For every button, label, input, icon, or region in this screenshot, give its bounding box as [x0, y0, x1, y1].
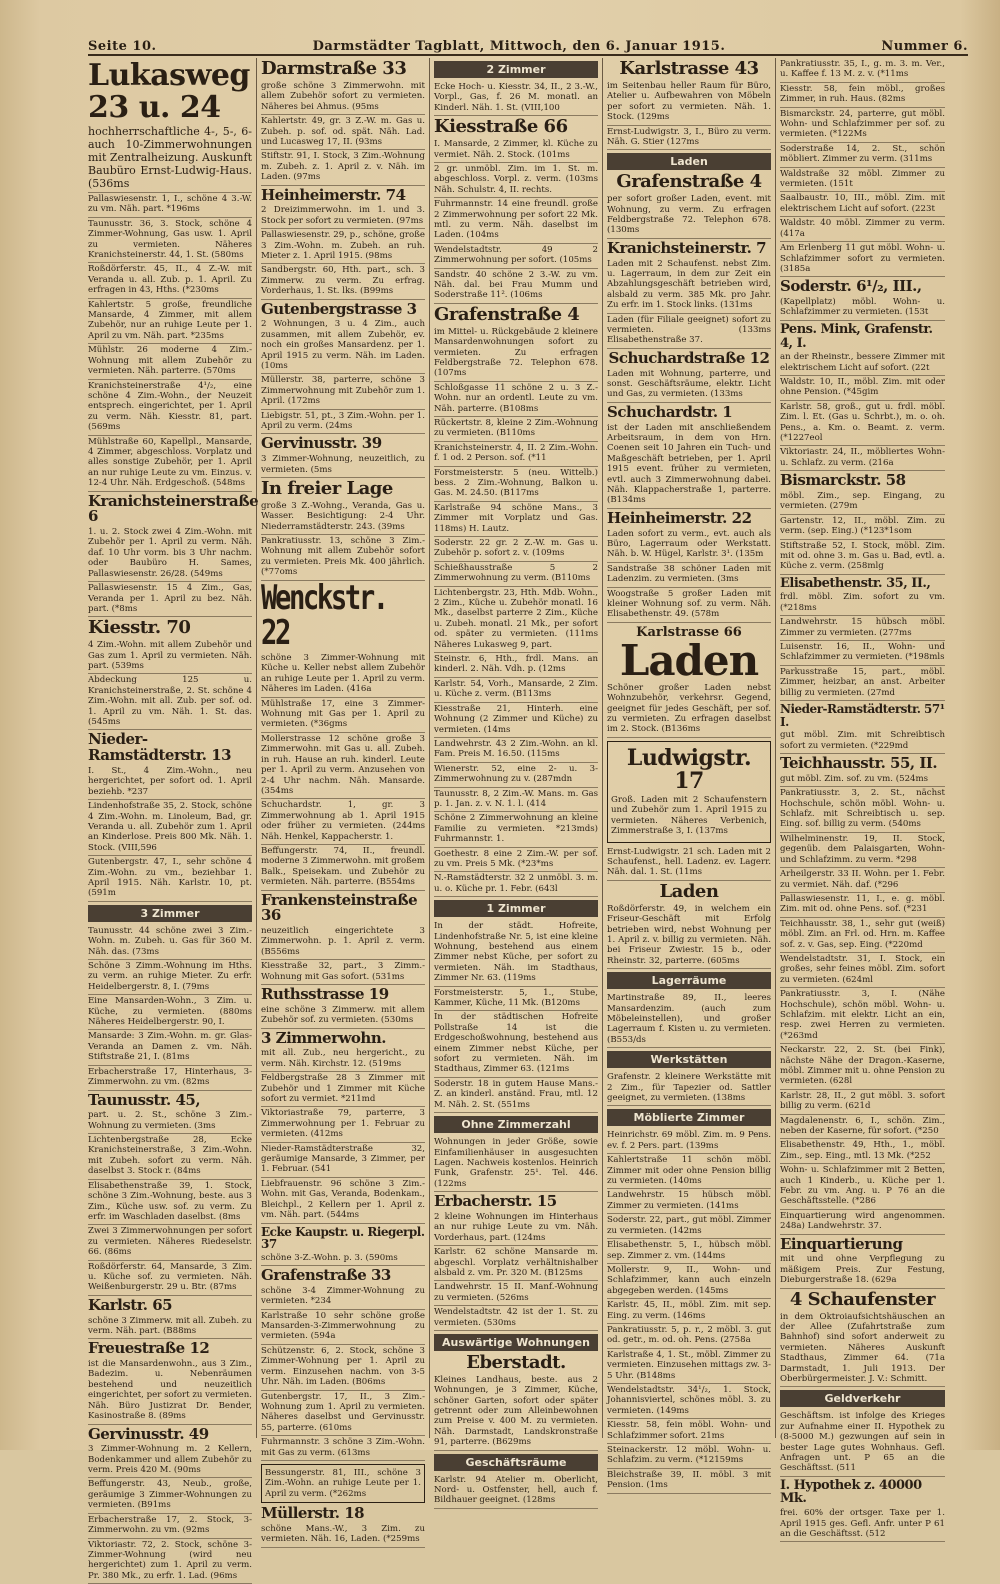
ad-text: Schützenstr. 6, 2. Stock, schöne 3 Zimmer-Wohnung per 1. April zu verm. Einzusehen nachm. von 3-5 Uhr. Näh. im Laden. (B06ms — [261, 1345, 425, 1391]
ad-text: schöne 3-Z.-Wohn. p. 3. (590ms — [261, 1252, 425, 1266]
ad-text: Kiesstraße 21, Hinterh. eine Wohnung (2 Zimmer und Küche) zu vermieten. (14ms — [434, 703, 598, 738]
section-heading: 2 Zimmer — [434, 61, 598, 78]
ad-text: Elisabethenstr. 49, Hth., 1., möbl. Zim., sep. Eing., mtl. 13 Mk. (*252 — [780, 1139, 945, 1164]
ad-text: gut möbl. Zim. sof. zu vm. (524ms — [780, 773, 945, 787]
ad-headline: Nieder-Ramstädterstr. 13 — [88, 730, 232, 765]
ad-text: schöne 3-4 Zimmer-Wohnung zu vermieten. *234 — [261, 1285, 425, 1310]
ad-text: 2 Wohnungen, 3 u. 4 Zim., auch zusammen, mit allem Zubehör, ev. noch ein großes Mansardenz. per 1. April 1915 zu verm. Näh. im Laden. (10ms — [261, 318, 425, 374]
ad-text: 2 kleine Wohnungen im Hinterhaus an nur ruhige Leute zu vm. Näh. Vorderhaus, part. (124ms — [434, 1211, 598, 1246]
ad-text: Pankratiusstr. 3, I. (Nähe Hochschule), schön möbl. Wohn- u. Schlafzim. mit elektr. Licht an ein, resp. zwei Herren zu vermieten. (*263md — [780, 988, 945, 1044]
ad-text: Nieder-Ramstädterstraße 32, geräumige Mansarde, 3 Zimmer, per 1. Februar. (541 — [261, 1143, 425, 1178]
ad-text: Eine Mansarden-Wohn., 3 Zim. u. Küche, zu vermieten. (880ms Näheres Heidelbergerstr. 90, I. — [88, 995, 252, 1030]
section-heading: Geldverkehr — [780, 1390, 945, 1407]
ad-text: im Mittel- u. Rückgebäude 2 kleinere Mansardenwohnungen sofort zu vermieten. Zu erfragen Feldbergstraße 72. Telephon 678. (107ms — [434, 326, 598, 382]
ad-headline: Taunusstr. 45, — [88, 1090, 201, 1109]
ad-text: eine schöne 3 Zimmerw. mit allem Zubehör sof. zu vermieten. (530ms — [261, 1004, 425, 1029]
ad-text: per sofort großer Laden, event. mit Wohnung, zu verm. Zu erfragen Feldbergstraße 72. Telephon 678. (130ms — [607, 193, 771, 239]
ad-text: Mansarde: 3 Zim.-Wohn. m. gr. Glas-Veranda an Damen z. vm. Näh. Stiftstraße 21, I. (81ms — [88, 1030, 252, 1065]
ad-text: ist die Mansardenwohn., aus 3 Zim., Badezim. u. Nebenräumen bestehend und neuzeitlich eingerichtet, per sofort zu vermieten. Näh. Büro Justizrat Dr. Bender, Kasinostraße 8. (89ms — [88, 1358, 252, 1424]
ad-text: Karlstr. 54, Vorh., Mansarde, 2 Zim. u. Küche z. verm. (B113ms — [434, 678, 598, 703]
ad-text: Kleines Landhaus, beste. aus 2 Wohnungen, je 3 Zimmer, Küche, schöner Garten, sofort oder später getrennt oder zum Alleinbewohnen zum Preise v. 400 M. zu vermieten. Näh. Darmstadt, Landskronstraße 91, parterre. (B629ms — [434, 1374, 598, 1451]
ad-text: 4 Zim.-Wohn. mit allem Zubehör und Gas zum 1. April zu vermieten. Näh. part. (539ms — [88, 639, 252, 674]
ad-headline: Karlstrasse 43 — [619, 58, 759, 79]
ad-text: Wendelstadtstr. 31, I. Stock, ein großes, sehr feines möbl. Zim. sofort zu vermieten. (624ml — [780, 953, 945, 988]
ad-text: Wilhelminenstr. 19, II. Stock, gegenüb. dem Palaisgarten, Wohn- und Schlafzimm. zu verm. *298 — [780, 833, 945, 868]
ad-text: schöne 3 Zimmerw. mit all. Zubeh. zu verm. Näh. part. (B88ms — [88, 1315, 252, 1340]
ad-headline: Einquartierung — [780, 1234, 903, 1253]
ad-headline: 3 Zimmerwohn. — [261, 1028, 386, 1047]
ad-text: Kiesstr. 58, fein möbl. Wohn- und Schlafzimmer sofort. 21ms — [607, 1419, 771, 1444]
ad-headline: 4 Schaufenster — [789, 1288, 936, 1310]
ad-headline: Gervinusstr. 39 — [261, 434, 382, 453]
ad-text: 3 Zimmer-Wohnung m. 2 Kellern, Bodenkammer und allem Zubehör zu verm. Preis 420 M. (90ms — [88, 1443, 252, 1478]
ad-text: Wohn- u. Schlafzimmer mit 2 Betten, auch 1 Kinderb., u. Küche per 1. Febr. zu vm. Ang. u. P 76 an die Geschäftsstelle. (*286 — [780, 1164, 945, 1210]
ad-text: Soderstr. 22, part., gut möbl. Zimmer zu vermieten. (142ms — [607, 1214, 771, 1239]
ad-headline: Schuchardstraße 12 — [608, 348, 770, 367]
ad-text: Kiesstr. 58, fein möbl., großes Zimmer, in ruh. Haus. (82ms — [780, 83, 945, 108]
masthead: Darmstädter Tagblatt, Mittwoch, den 6. Januar 1915. — [312, 39, 726, 54]
ad-headline: Ruthsstrasse 19 — [261, 985, 389, 1004]
ad-text: mit all. Zub., neu hergericht., zu verm. Näh. Kirchstr. 12. (519ms — [261, 1047, 425, 1072]
ad-text: Wendelstadtstr. 49 2 Zimmerwohnung per sofort. (105ms — [434, 244, 598, 269]
ad-text: Beffungerstr. 74, II., freundl. moderne 3 Zimmerwohn. mit großem Balk., Speisekam. und Zubehör zu vermieten. Näh. parterre. (B554ms — [261, 845, 425, 891]
ad-text: Forstmeisterstr. 5 (neu. Wittelb.) bess. 2 Zim.-Wohnung, Balkon u. Gas. M. 24.50. (B117ms — [434, 467, 598, 502]
ad-text: Bleichstraße 39, II. möbl. 3 mit Pension. (1ms — [607, 1469, 771, 1494]
ad-text: große schöne 3 Zimmerwohn. mit allem Zubehör sofort zu vermieten. Näheres bei Ahmus. (95ms — [261, 80, 425, 115]
ad-text: große 3 Z.-Wohng., Veranda, Gas u. Wasser. Besichtigung: 2-4 Uhr. Niederramstädterstr. 243. (39ms — [261, 500, 425, 535]
ad-text: Stiftstraße 52, I. Stock, möbl. Zim. mit od. ohne 3. m. Gas u. Bad, evtl. a. Küche z. verm. (258mlg — [780, 540, 945, 575]
ad-text: Parkusstraße 15, part., möbl. Zimmer, heizbar, an anst. Arbeiter billig zu vermieten. (27md — [780, 666, 945, 701]
ad-headline: Frankensteinstraße 36 — [261, 890, 418, 925]
ad-text: Schöne 3 Zimm.-Wohnung im Hths. zu verm. an ruhige Mieter. Zu erfr. Heidelbergerstr. 8, I. (79ms — [88, 960, 252, 995]
ad-text: Roßdörferstr. 49, in welchem ein Friseur-Geschäft mit Erfolg betrieben wird, nebst Wohnung per 1. April z. v. billig zu vermieten. Näh. bei Friseur Zwiestr. 15 b., oder Rheinstr. 32, parterre. (605ms — [607, 903, 771, 969]
ad-text: Waldstraße 32 möbl. Zimmer zu vermieten. (151t — [780, 168, 945, 193]
section-heading: Werkstätten — [607, 1051, 771, 1068]
ad-text: Schöne 2 Zimmerwohnung an kleine Familie zu vermieten. *213mds) Fuhrmannstr. 1. — [434, 812, 598, 847]
ad-text: Roßdörferstr. 45, II., 4 Z.-W. mit Veranda u. all. Zub. p. 1. April. Zu erfragen in 43, Hths. (*230ms — [88, 263, 252, 298]
ad-text: Karlstr. 94 Atelier m. Oberlicht, Nord- u. Ostfenster, hell, auch f. Bildhauer geeignet. (128ms — [434, 1474, 598, 1509]
ad-text: Liebfrauenstr. 96 schöne 3 Zim.-Wohn. mit Gas, Veranda, Bodenkam., Bleichpl., 2 Kellern per 1. April z. vm. Näh. part. (544ms — [261, 1178, 425, 1224]
ad-text: Pallaswiesenstr. 29, p., schöne, große 3 Zim.-Wohn. m. Zubeh. an ruh. Mieter z. 1. April 1915. (98ms — [261, 229, 425, 264]
page-header — [88, 30, 968, 56]
ad-text: Kranichsteinerstr. 4, II. 2 Zim.-Wohn. f. 1 od. 2 Person. sof. (*11 — [434, 442, 598, 467]
ad-headline: Darmstraße 33 — [261, 58, 407, 79]
ad-text: ist der Laden mit anschließendem Arbeitsraum, in dem von Hrn. Coenen seit 10 Jahren ein Tuch- und Maßgeschäft betrieben, per 1. April 1915 event. früher zu vermieten, evtl. auch 3 Zimmerwohnung dabei. Näh. Klappacherstraße 1, parterre. (B134ms — [607, 422, 771, 509]
ad-text: Pallaswiesenstr. 1, I., schöne 4 3.-W. zu vm. Näh. part. *196ms — [88, 193, 252, 218]
ad-text: Kranichsteinerstraße 4¹/₂, eine schöne 4 Zim.-Wohn., der Neuzeit entsprech. eingerichtet, per 1. April zu verm. Näh. Kiesstr. 81, part. (569ms — [88, 380, 252, 436]
ad-text: Steinstr. 6, Hth., frdl. Mans. an kinderl. 2. Näh. Vdh. p. (12ms — [434, 653, 598, 678]
section-heading: Möblierte Zimmer — [607, 1109, 771, 1126]
ad-text: Waldstr. 10, II., möbl. Zim. mit oder ohne Pension. (*45gim — [780, 376, 945, 401]
ad-text: Ecke Hoch- u. Kiesstr. 34, II., 2 3.-W., Vorpl., Gas, f. 26 M. monatl. an Kinderl. Näh. 1. St. (VIII,100 — [434, 81, 598, 116]
ad-text: neuzeitlich eingerichtete 3 Zimmerwohn. p. 1. April z. verm. (B556ms — [261, 925, 425, 960]
ad-text: Geschäftsm. ist infolge des Krieges zur Aufnahme einer II. Hypothek zu (8-5000 M.) gezwungen auf sein in bester Lage gutes Wohnhaus. Gefl. Anfragen unt. P 65 an die Geschäftsst. (511 — [780, 1410, 945, 1476]
ad-text: Sandstraße 38 schöner Laden mit Ladenzim. zu vermieten. (3ms — [607, 563, 771, 588]
ad-headline: Karlstrasse 66 — [636, 624, 742, 640]
ad-headline: Ludwigstr. 17 — [626, 744, 752, 794]
section-heading: Geschäftsräume — [434, 1454, 598, 1471]
ad-text: Pankratiusstr. 35, I., g. m. 3. m. Ver., u. Kaffee f. 13 M. z. v. (*11ms — [780, 58, 945, 83]
ad-text: Taunusstr. 36, 3. Stock, schöne 4 Zimmer-Wohnung, Gas usw. 1. April zu vermieten. Näheres Kranichsteinerstr. 44, 1. St. (580ms — [88, 218, 252, 264]
ad-text: Elisabethenstraße 39, 1. Stock, schöne 3 Zim.-Wohnung, beste. aus 3 Zim., Küche usw. sof. zu verm. Zu erfr. im Waschladen daselbst. (8ms — [88, 1180, 252, 1226]
ad-headline: In freier Lage — [261, 477, 393, 499]
ad-headline: Freuestraße 12 — [88, 1339, 210, 1358]
ad-text: Wohnungen in jeder Größe, sowie Einfamilienhäuser in ausgesuchten Lagen. Nachweis kostenlos. Heinrich Funk, Grafenstr. 25¹. Tel. 446. (122ms — [434, 1136, 598, 1192]
ad-text: gut möbl. Zim. mit Schreibtisch sofort zu vermieten. (*229md — [780, 729, 945, 754]
section-heading: 3 Zimmer — [88, 905, 252, 922]
ad-text: Soderstraße 14, 2. St., schön möbliert. Zimmer zu verm. (311ms — [780, 143, 945, 168]
ad-text: Karlstr. 58, groß., gut u. frdl. möbl. Zim. l. Et. (Gas u. Schrbt.), m. o. oh. Pens., a. Km. o. Beamt. z. verm. (*1227eol — [780, 401, 945, 447]
ad-text: Teichhausstr. 38, 1., sehr gut (weiß) möbl. Zim. an Frl. od. Hrn. m. Kaffee sof. z. v. Gas, sep. Eing. (*220md — [780, 918, 945, 953]
ad-text: Arheilgerstr. 33 II. Wohn. per 1. Febr. zu vermiet. Näh. daf. (*296 — [780, 868, 945, 893]
ad-text: Kahlertstr. 5 große, freundliche Mansarde, 4 Zimmer, mit allem Zubehör, nur an ruhige Leute per 1. April zu vm. Näh. part. *235ms — [88, 299, 252, 345]
ad-headline: Kiesstraße 66 — [434, 116, 568, 138]
ad-text: In der städtischen Hofreite Pollstraße 14 ist die Erdgeschoßwohnung, bestehend aus einem Zimmer nebst Küche, per sofort zu vermieten. Näh. im Stadthaus, Zimmer 63. (121ms — [434, 1011, 598, 1077]
ad-headline: Heinheimerstr. 74 — [261, 185, 406, 204]
ad-text: Wienerstr. 52, eine 2- u. 3-Zimmerwohnung zu v. (287mdn — [434, 763, 598, 788]
ad-text: mit und ohne Verpflegung zu mäßigem Preis. Zur Festung, Dieburgerstraße 18. (629a — [780, 1253, 945, 1288]
ad-text: Waldstr. 40 möbl. Zimmer zu verm. (417a — [780, 217, 945, 242]
ad-text: in dem Oktroiaufsichtshäuschen an der Allee (Zufahrtstraße zum Bahnhof) sind sofort anderweit zu vermieten. Näheres Auskunft Stadthaus, Zimmer 64. (71a Darmstadt, 1. Juli 1913. Der Oberbürgermeister. J. V.: Schmitt. — [780, 1311, 945, 1388]
ad-text: hochherrschaftliche 4-, 5-, 6- auch 10-Zimmerwohnungen mit Zentralheizung. Auskunft Baubüro Ernst-Ludwig-Haus. (536ms — [88, 124, 252, 193]
ad-headline: I. Hypothek z. 40000 Mk. — [780, 1477, 922, 1507]
ad-text: Wendelstadtstr. 42 ist der 1. St. zu vermieten. (530ms — [434, 1306, 598, 1331]
section-heading: Ohne Zimmerzahl — [434, 1116, 598, 1133]
classified-columns — [84, 58, 974, 1581]
ad-headline: Grafenstraße 33 — [261, 1266, 391, 1285]
ad-text: Schöner großer Laden nebst Wohnzubehör, verkehrsr. Gegend, geeignet für jedes Geschäft, per sof. zu vermieten. Zu erfragen daselbst im 2. Stock. (B136ms — [607, 682, 771, 738]
ad-headline: Soderstr. 6¹/₂, III., — [780, 277, 922, 296]
ad-text: Saalbaustr. 10, III., möbl. Zim. mit elektrischem Licht auf sofort. (223t — [780, 192, 945, 217]
ad-headline: Teichhausstr. 55, II. — [780, 754, 938, 773]
ad-headline: Karlstr. 65 — [88, 1295, 173, 1314]
ad-text: Gutenbergstr. 47, I., sehr schöne 4 Zim.-Wohn. zu vm., beziehbar 1. April 1915. Näh. Karlstr. 10, pt. (591m — [88, 856, 252, 902]
ad-text: Martinstraße 89, II., leeres Mansardenzim. (auch zum Möbeleinstellen), und großer Lagerraum f. Kisten u. zu vermieten. (B553/ds — [607, 992, 771, 1048]
ad-text: (Kapellplatz) möbl. Wohn- u. Schlafzimmer zu vermieten. (153t — [780, 296, 945, 321]
ad-text: part. u. 2. St., schöne 3 Zim.-Wohnung zu vermieten. (3ms — [88, 1109, 252, 1134]
ad-text: Sandstr. 40 schöne 2 3.-W. zu vm. Näh. dal. bei Frau Mumm und Soderstraße 11². (106ms — [434, 269, 598, 304]
column-2 — [257, 58, 430, 1545]
ad-headline: Pens. Mink, Grafenstr. 4, I. — [780, 321, 933, 351]
ad-text: Abdeckung 125 u. Kranichsteinerstraße, 2. St. schöne 4 Zim.-Wohn. mit all. Zub. per sof. od. 1. April zu vm. Näh. 1. St. das. (545ms — [88, 674, 252, 730]
ad-text: Landwehrstr. 15 II. Manf.-Wohnung zu vermieten. (526ms — [434, 1281, 598, 1306]
ad-text: N.-Ramstädterstr. 32 2 unmöbl. 3. m. u. o. Küche pr. 1. Febr. (643l — [434, 872, 598, 897]
ad-text: Neckarstr. 22, 2. St. (bei Fink), nächste Nähe der Dragon.-Kaserne, möbl. Zimmer mit u. ohne Pension zu vermieten. (628l — [780, 1044, 945, 1090]
ad-text: Pankratiusstr. 13, schöne 3 Zim.-Wohnung mit allem Zubehör sofort zu vermieten. Preis Mk. 400 jährlich. (*77oms — [261, 535, 425, 581]
ad-text: schöne Mans.-W., 3 Zim. zu vermieten. Näh. 16, Laden. (*259ms — [261, 1523, 425, 1548]
ad-text: Fuhrmannstr. 14 eine freundl. große 2 Zimmerwohnung per sofort 22 Mk. mtl. zu verm. Näh. daselbst im Laden. (104ms — [434, 198, 598, 244]
ad-headline: Eberstadt. — [466, 1351, 566, 1373]
ad-text: Einquartierung wird angenommen. 248a) Landwehrstr. 37. — [780, 1210, 945, 1235]
ad-text: Mühlstr. 26 moderne 4 Zim.-Wohnung mit allem Zubehör zu vermieten. Näh. parterre. (570ms — [88, 344, 252, 379]
ad-text: Zwei 3 Zimmerwohnungen per sofort zu vermieten. Näheres Riedeselstr. 66. (86ms — [88, 1225, 252, 1260]
ad-text: Lindenhofstraße 35, 2. Stock, schöne 4 Zim.-Wohn. m. Linoleum, Bad, gr. Veranda u. all. Zubehör zum 1. April an Kinderlose. Preis 800 Mk. Näh. 1. Stock. (VIII,596 — [88, 800, 252, 856]
ad-text: Liebigstr. 51, pt., 3 Zim.-Wohn. per 1. April zu verm. (24ms — [261, 410, 425, 435]
ad-text: Mühlstraße 17, eine 3 Zimmer-Wohnung mit Gas per 1. April zu vermieten. (*36gms — [261, 698, 425, 733]
ad-text: Taunusstr. 44 schöne zwei 3 Zim.-Wohn. m. Zubeh. u. Gas für 360 M. Näh. das. (73ms — [88, 925, 252, 960]
ad-text: 1. u. 2. Stock zwei 4 Zim.-Wohn. mit Zubehör per 1. April zu verm. Näh. daf. 10 Uhr vorm. bis 3 Uhr nachm. oder Baubüro H. Sames, Pallaswiesenstr. 26/28. (549ms — [88, 526, 252, 582]
ad-text: Forstmeisterstr. 5, 1., Stube, Kammer, Küche, 11 Mk. (B120ms — [434, 987, 598, 1012]
ad-text: I. St., 4 Zim.-Wohn., neu hergerichtet, per sofort od. 1. April beziehb. *237 — [88, 765, 252, 800]
ad-headline: Müllerstr. 18 — [261, 1504, 365, 1523]
section-heading: Auswärtige Wohnungen — [434, 1334, 598, 1351]
ad-text: Taunusstr. 8, 2 Zim.-W. Mans. m. Gas p. 1. Jan. z. v. N. 1. l. (414 — [434, 788, 598, 813]
ad-text: Gutenbergstr. 17, II., 3 Zim.-Wohnung zum 1. April zu vermieten. Näheres daselbst und Gervinusstr. 55, parterre. (610ms — [261, 1391, 425, 1437]
ad-headline: Kiesstr. 70 — [88, 617, 191, 639]
ad-text: im Seitenbau heller Raum für Büro, Atelier u. Aufbewahren von Möbeln per sofort zu vermieten. Näh. 1. Stock. (129ms — [607, 80, 771, 126]
ad-text: schöne 3 Zimmer-Wohnung mit Küche u. Keller nebst allem Zubehör an ruhige Leute per 1. April zu verm. Näheres im Laden. (416a — [261, 652, 425, 698]
ad-text: Schießhausstraße 5 2 Zimmerwohnung zu verm. (B110ms — [434, 562, 598, 587]
ad-text: Ernst-Ludwigstr. 21 sch. Laden mit 2 Schaufenst., hell. Ladenz. ev. Lagerr. Näh. dal. 1. St. (11ms — [607, 846, 771, 881]
ad-text: Gartenstr. 12, II., möbl. Zim. zu verm. (sep. Eing.) (*123*1som — [780, 515, 945, 540]
ad-headline: Kranichsteinerstr. 7 — [607, 238, 767, 257]
ad-headline: Laden — [619, 635, 759, 685]
ad-text: Karlstr. 45, II., möbl. Zim. mit sep. Eing. zu verm. (146ms — [607, 1299, 771, 1324]
ad-text: Steinackerstr. 12 möbl. Wohn- u. Schlafzim. zu verm. (*12159ms — [607, 1444, 771, 1469]
ad-text: Elisabethenstr. 5, I., hübsch möbl. sep. Zimmer z. vm. (144ms — [607, 1239, 771, 1264]
ad-text: Landwehrstr. 15 hübsch möbl. Zimmer zu vermieten. (277ms — [780, 616, 945, 641]
ad-text: Laden mit Wohnung, parterre, und sonst. Geschäftsräume, elektr. Licht und Gas, zu vermieten. (133ms — [607, 368, 771, 403]
ad-text: Magdalenenstr. 6, I., schön. Zim., neben der Kaserne, für sofort. (*250 — [780, 1115, 945, 1140]
ad-headline: Grafenstraße 4 — [616, 171, 762, 193]
ad-text: Landwehrstr. 15 hübsch möbl. Zimmer zu vermieten. (141ms — [607, 1189, 771, 1214]
column-1 — [84, 58, 259, 1581]
ad-text: 2 Dreizimmerwohn. im 1. und 3. Stock per sofort zu vermieten. (97ms — [261, 204, 425, 229]
ad-text: Karlstr. 28, II., 2 gut möbl. 3. sofort billig zu verm. (621d — [780, 1090, 945, 1115]
ad-text: Müllerstr. 38, parterre, schöne 3 Zimmerwohnung mit Zubehör zum 1. April. (172ms — [261, 374, 425, 409]
ad-text: Lichtenbergstr. 23, Hth. Mdb. Wohn., 2 Zim., Küche u. Zubehör monatl. 16 Mk., daselbst parterre 2 Zim., Küche u. Zubeh. monatl. 21 Mk., per sofort od. später zu vermieten. (111ms Näheres Lukasweg 9, part. — [434, 587, 598, 653]
ad-text: Karlstraße 10 sehr schöne große Mansarden-3-Zimmerwohnung zu vermieten. (594a — [261, 1310, 425, 1345]
ad-text: Grafenstr. 2 kleinere Werkstätte mit 2 Zim., für Tapezier od. Sattler geeignet, zu vermieten. (138ms — [607, 1071, 771, 1106]
ad-text: Bismarckstr. 24, parterre, gut möbl. Wohn- und Schlafzimmer per sof. zu vermieten. (*122Ms — [780, 108, 945, 143]
ad-text: Heinrichstr. 69 möbl. Zim. m. 9 Pens. ev. f. 2 Pers. part. (139ms — [607, 1129, 771, 1154]
ad-text: 2 gr. unmöbl. Zim. im 1. St. m. abgeschloss. Vorpl. z. verm. (103ms Näh. Schulstr. 4, II. rechts. — [434, 163, 598, 198]
ad-text: Ernst-Ludwigstr. 3, I., Büro zu verm. Näh. G. Stier (127ms — [607, 126, 771, 151]
ad-headline: Elisabethenstr. 35, II., — [780, 575, 931, 591]
ad-text: Karlstr. 62 schöne Mansarde m. abgeschl. Vorplatz verhältnishalber alsbald z. vm. Pr. 320 M. (B125ms — [434, 1246, 598, 1281]
ad-text: Erbacherstraße 17, 2. Stock, 3-Zimmerwohn. zu vm. (92ms — [88, 1514, 252, 1539]
ad-text: Schuchardstr. 1, gr. 3 Zimmerwohnung ab 1. April 1915 oder früher zu vermieten. (244ms Näh. Henkel, Kappacherstr. 1. — [261, 799, 425, 845]
ad-text: Goethestr. 8 eine 2 Zim.-W. per sof. zu vm. Preis 5 Mk. (*23*ms — [434, 848, 598, 873]
ad-text: an der Rheinstr., bessere Zimmer mit elektrischem Licht auf sofort. (22t — [780, 351, 945, 376]
ad-text: I. Mansarde, 2 Zimmer, kl. Küche zu vermiet. Näh. 2. Stock. (101ms — [434, 138, 598, 163]
ad-text: Fuhrmannstr. 3 schöne 3 Zim.-Wohn. mit Gas zu verm. (613ms — [261, 1436, 425, 1461]
ad-headline: Wenckstr. 22 — [261, 577, 387, 654]
ad-headline: Lukasweg 23 u. 24 — [88, 58, 250, 125]
ad-text: Landwehrstr. 43 2 Zim.-Wohn. an kl. Fam. Preis M. 16.50. (115ms — [434, 738, 598, 763]
ad-headline: Gervinusstr. 49 — [88, 1424, 209, 1443]
section-heading: 1 Zimmer — [434, 900, 598, 917]
ad-text: Laden mit 2 Schaufenst. nebst Zim. u. Lagerraum, in dem zur Zeit ein Abzahlungsgeschäft betrieben wird, alsbald zu verm. 385 Mk. pro Jahr. Zu erfr. im 1. Stock links. (131ms — [607, 258, 771, 314]
ad-text: Kiesstraße 32, part., 3 Zimm.-Wohnung mit Gas sofort. (531ms — [261, 960, 425, 985]
ad-text: Schloßgasse 11 schöne 2 u. 3 Z.-Wohn. nur an ordentl. Leute zu vm. Näh. parterre. (B108ms — [434, 382, 598, 417]
ad-text: Viktoriastr. 24, II., möbliertes Wohn- u. Schlafz. zu verm. (216a — [780, 446, 945, 471]
ad-text: Woogstraße 5 großer Laden mit kleiner Wohnung sof. zu verm. Näh. Elisabethenstr. 49. (578m — [607, 588, 771, 623]
ad-text: Kahlertstraße 11 schön möbl. Zimmer mit oder ohne Pension billig zu vermieten. (140ms — [607, 1154, 771, 1189]
ad-headline: Schuchardstr. 1 — [607, 402, 733, 421]
ad-text: Mollerstrasse 12 schöne große 3 Zimmerwohn. mit Gas u. all. Zubeh. in ruh. Hause an ruh. kinderl. Leute per 1. April zu verm. Anzusehen von 2-4 Uhr nachm. Näh. Mansarde. (354ms — [261, 733, 425, 799]
ad-text: möbl. Zim., sep. Eingang, zu vermieten. (279m — [780, 490, 945, 515]
page-number: Seite 10. — [88, 39, 157, 54]
ad-text: Soderstr. 22 gr. 2 Z.-W. m. Gas u. Zubehör p. sofort z. v. (109ms — [434, 537, 598, 562]
ad-text: Roßdörferstr. 64, Mansarde, 3 Zim. u. Küche sof. zu vermieten. Näh. Weißenburgerstr. 29 u. Btr. (87ms — [88, 1261, 252, 1296]
section-heading: Lagerräume — [607, 972, 771, 989]
ad-text: Viktoriastraße 79, parterre, 3 Zimmerwohnung per 1. Februar zu vermieten. (412ms — [261, 1107, 425, 1142]
ad-headline: Bismarckstr. 58 — [780, 471, 906, 490]
ad-headline: Nieder-Ramstädterstr. 57¹ I. — [780, 702, 945, 729]
ad-box — [607, 741, 771, 843]
ad-text: Beffungerstr. 43, Neub., große, geräumige 3 Zimmer-Wohnungen zu vermieten. (B91ms — [88, 1478, 252, 1513]
column-5 — [776, 58, 949, 1539]
ad-text: Stiftstr. 91, I. Stock, 3 Zim.-Wohnung m. Zubeh. z. 1. April z. v. Näh. im Laden. (97ms — [261, 150, 425, 185]
ad-text: Laden (für Filiale geeignet) sofort zu vermieten. (133ms Elisabethenstraße 37. — [607, 314, 771, 349]
ad-text: Rückertstr. 8, kleine 2 Zim.-Wohnung zu vermieten. (B110ms — [434, 417, 598, 442]
ad-text: Pankratiusstr. 3, 2. St., nächst Hochschule, schön möbl. Wohn- u. Schlafz. mit Schreibtisch u. sep. Eing. sof. billig zu verm. (540ms — [780, 787, 945, 833]
ad-text: Soderstr. 18 in gutem Hause Mans.-Z. an kinderl. anständ. Frau, mtl. 12 M. Näh. 2. St. (551ms — [434, 1078, 598, 1113]
ad-headline: Kranichsteinerstraße 6 — [88, 491, 259, 526]
ad-text: Pankratiusstr. 5, p. r., 2 möbl. 3. gut od. getr., m. od. oh. Pens. (2758a — [607, 1324, 771, 1349]
column-3 — [430, 58, 603, 1506]
ad-text: frdl. möbl. Zim. sofort zu vm. (*218ms — [780, 591, 945, 616]
ad-headline: Gutenbergstrasse 3 — [261, 299, 417, 318]
ad-text: Mühlstraße 60, Kapellpl., Mansarde, 4 Zimmer, abgeschloss. Vorplatz und alles sonstige Zubehör, per 1. April an nur ruhige Leute zu vm. Einzus. v. 12-4 Uhr. Näh. Erdgeschoß. (548ms — [88, 436, 252, 492]
ad-text: Pallaswiesenstr. 15 4 Zim., Gas, Veranda per 1. April zu bez. Näh. part. (*8ms — [88, 582, 252, 617]
ad-text: Sandbergstr. 60, Hth. part., sch. 3 Zimmerw. zu verm. Zu erfrag. Vorderhaus, 1. St. lks. (B99ms — [261, 264, 425, 299]
ad-text: Viktoriastr. 72, 2. Stock, schöne 3-Zimmer-Wohnung (wird neu hergerichtet) zum 1. April zu verm. Pr. 380 Mk., zu erfr. 1. Lad. (96ms — [88, 1539, 252, 1584]
ad-headline: Erbacherstr. 15 — [434, 1192, 557, 1211]
ad-text: Kahlertstr. 49, gr. 3 Z.-W. m. Gas u. Zubeh. p. sof. od. spät. Näh. Lad. und Lucasweg 17, II. (93ms — [261, 115, 425, 150]
ad-text: Laden sofort zu verm., evt. auch als Büro, Lagerraum oder Werkstatt. Näh. b. W. Hügel, Karlstr. 3¹. (135m — [607, 528, 771, 563]
ad-text: Lichtenbergstraße 28, Ecke Kranichsteinerstraße, 3 Zim.-Wohn. mit Zubeh. sofort zu verm. Näh. daselbst 3. Stock r. (84ms — [88, 1134, 252, 1180]
ad-text: Pallaswiesenstr. 11, I., e. g. möbl. Zim. mit od. ohne Pens. sof. (*231 — [780, 893, 945, 918]
ad-text: Groß. Laden mit 2 Schaufenstern und Zubehör zum 1. April 1915 zu vermieten. Näheres Verbenich, Zimmerstraße 3, I. (137ms — [611, 795, 767, 837]
ad-text: Karlstraße 94 schöne Mans., 3 Zimmer mit Vorplatz und Gas. 118ms) H. Lautz. — [434, 502, 598, 537]
ad-text: Erbacherstraße 17, Hinterhaus, 3-Zimmerwohn. zu vm. (82ms — [88, 1066, 252, 1091]
ad-text: Luisenstr. 16, II., Wohn- und Schlafzimmer zu vermieten. (*198mls — [780, 641, 945, 666]
ad-headline: Laden — [659, 880, 719, 902]
issue-number: Nummer 6. — [881, 39, 968, 54]
ad-text: Feldbergstraße 28 3 Zimmer mit Zubehör und 1 Zimmer mit Küche sofort zu vermiet. *211md — [261, 1072, 425, 1107]
column-4 — [603, 58, 776, 1491]
ad-text: Karlstraße 4, 1. St., möbl. Zimmer zu vermieten. Einzusehen mittags zw. 3-5 Uhr. (B148ms — [607, 1349, 771, 1384]
ad-headline: Grafenstraße 4 — [434, 303, 580, 325]
ad-text: Bessungerstr. 81, III., schöne 3 Zim.-Wohn. an ruhige Leute per 1. April zu verm. (*262ms — [261, 1464, 425, 1503]
ad-text: frei. 60% der ortsger. Taxe per 1. April 1915 ges. Gefl. Anfr. unter P 61 an die Geschäftsst. (512 — [780, 1507, 945, 1542]
ad-text: Wendelstadtstr. 34¹/₂, 1. Stock, Johannisviertel, schönes möbl. 3. zu vermieten. (149ms — [607, 1384, 771, 1419]
ad-text: Mollerstr. 9, II., Wohn- und Schlafzimmer, kann auch einzeln abgegeben werden. (145ms — [607, 1264, 771, 1299]
ad-headline: Ecke Kaupstr. u. Riegerpl. 37 — [261, 1224, 425, 1252]
ad-text: Am Erlenberg 11 gut möbl. Wohn- u. Schlafzimmer sofort zu vermieten. (3185a — [780, 242, 945, 277]
ad-headline: Heinheimerstr. 22 — [607, 508, 752, 527]
ad-text: In der städt. Hofreite, Lindenhofstraße Nr. 5, ist eine kleine Wohnung, bestehend aus einem Zimmer nebst Küche, per sofort zu vermieten. Näh. im Stadthaus, Zimmer Nr. 63. (119ms — [434, 920, 598, 986]
section-heading: Laden — [607, 153, 771, 170]
ad-text: 3 Zimmer-Wohnung, neuzeitlich, zu vermieten. (5ms — [261, 453, 425, 478]
